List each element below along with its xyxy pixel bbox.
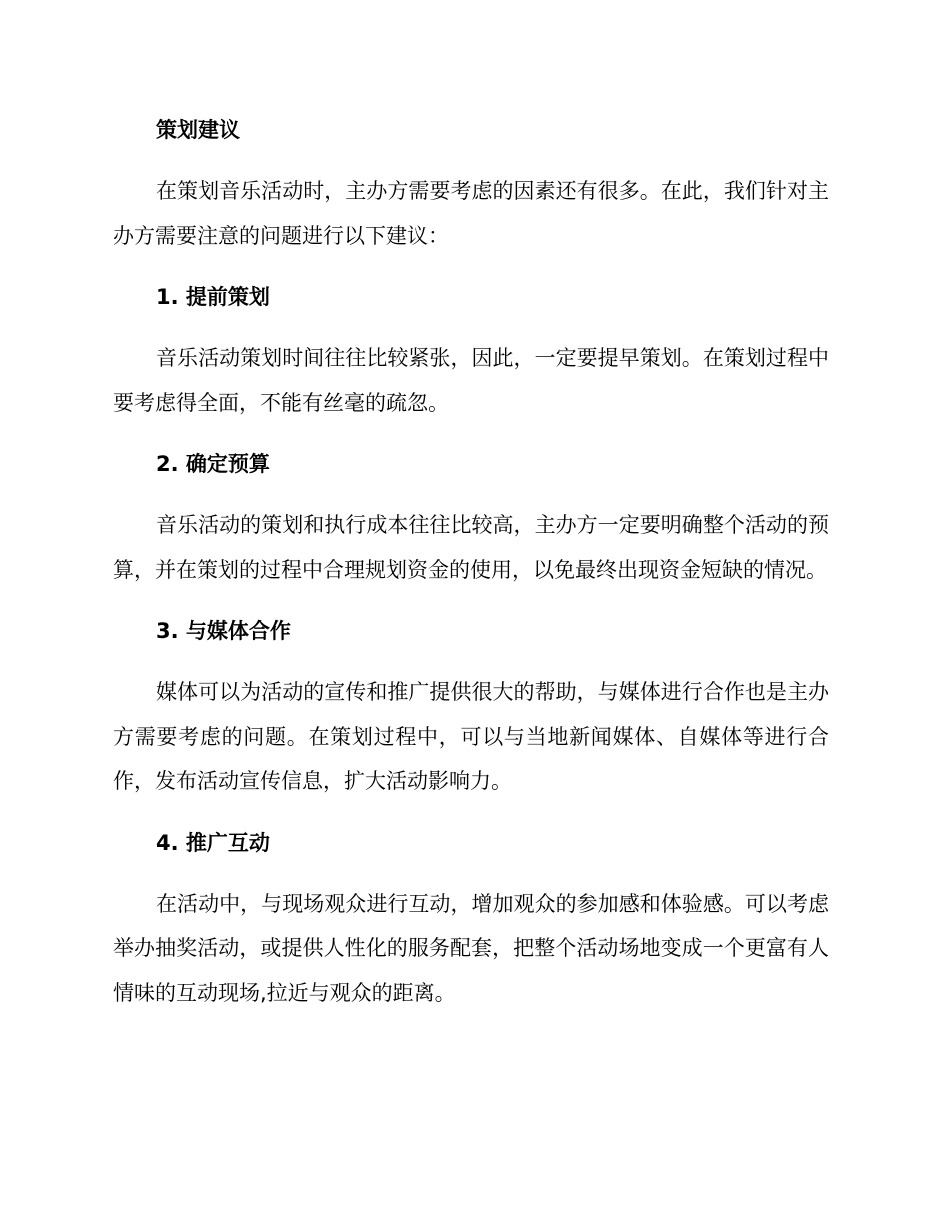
section-heading-advance-planning: 1. 提前策划 bbox=[156, 285, 270, 309]
section-body-media: 媒体可以为活动的宣传和推广提供很大的帮助，与媒体进行合作也是主办方需要考虑的问题。在策划过程中，可以与当地新闻媒体、自媒体等进行合作，发布活动宣传信息，扩大活动影响力。 bbox=[113, 680, 829, 793]
section-body-budget: 音乐活动的策划和执行成本往往比较高，主办方一定要明确整个活动的预算，并在策划的过程中合理规划资金的使用，以免最终出现资金短缺的情况。 bbox=[113, 513, 829, 582]
document-content bbox=[113, 108, 829, 1032]
section-heading-media: 3. 与媒体合作 bbox=[156, 619, 291, 643]
section-body-interaction: 在活动中，与现场观众进行互动，增加观众的参加感和体验感。可以考虑举办抽奖活动，或提供人性化的服务配套，把整个活动场地变成一个更富有人情味的互动现场,拉近与观众的距离。 bbox=[113, 891, 829, 1005]
section-heading-interaction: 4. 推广互动 bbox=[156, 830, 270, 855]
section-body-advance-planning: 音乐活动策划时间往往比较紧张，因此，一定要提早策划。在策划过程中要考虑得全面，不能有丝毫的疏忽。 bbox=[113, 346, 829, 415]
intro-paragraph: 在策划音乐活动时，主办方需要考虑的因素还有很多。在此，我们针对主办方需要注意的问题进行以下建议： bbox=[113, 179, 829, 248]
document-title: 策划建议 bbox=[156, 118, 240, 142]
section-heading-budget: 2. 确定预算 bbox=[156, 452, 270, 476]
